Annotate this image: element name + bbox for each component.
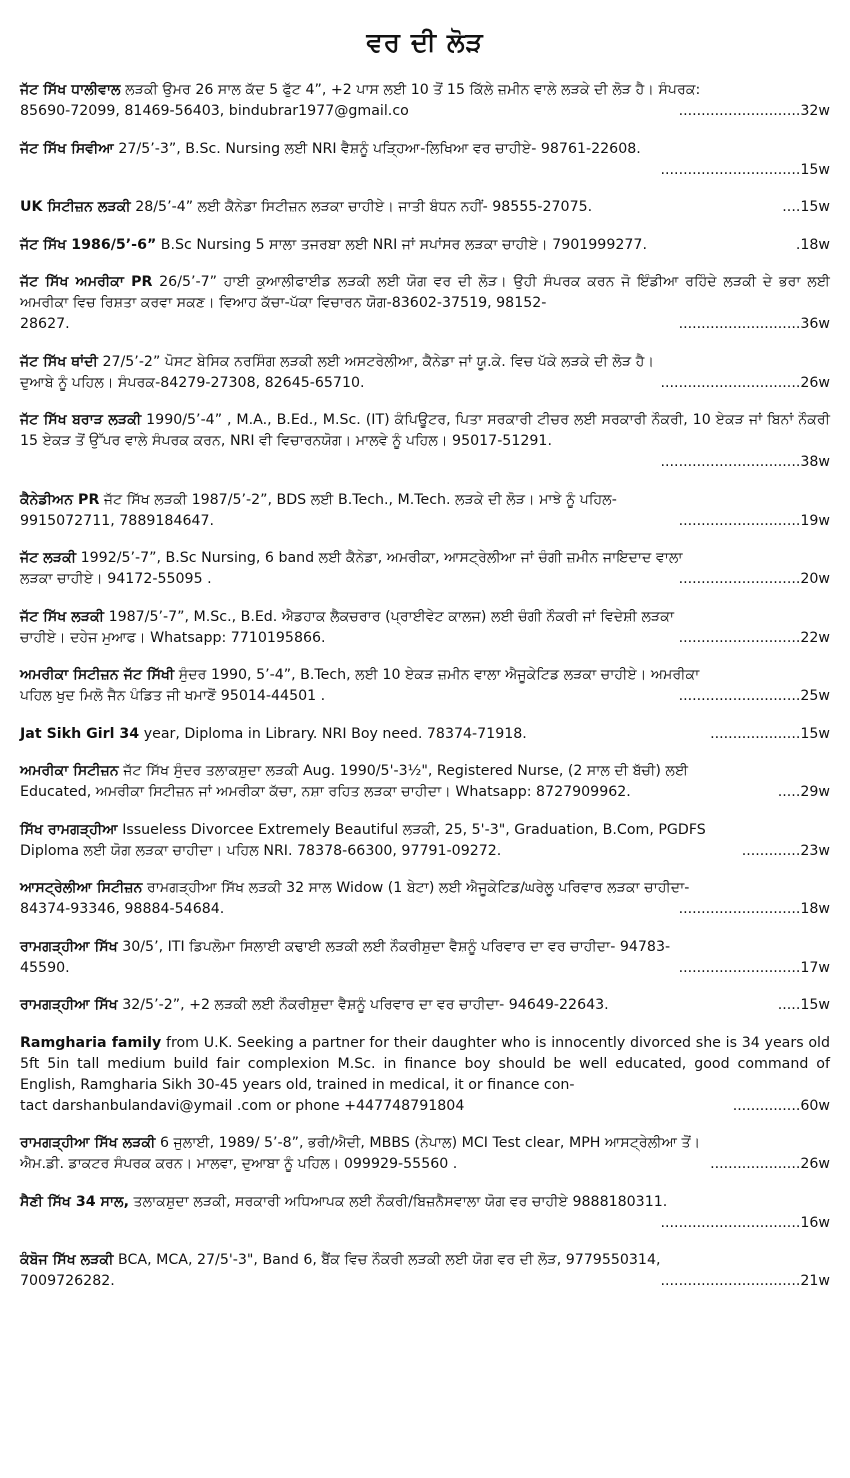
ads-list — [20, 80, 830, 1292]
ad-text — [20, 197, 592, 218]
ad-heading: ਆਸਟ੍ਰੇਲੀਆ ਸਿਟੀਜ਼ਨ — [20, 880, 143, 896]
matrimonial-ad — [20, 1133, 830, 1175]
matrimonial-ad — [20, 490, 830, 532]
ad-paragraph — [20, 1250, 830, 1271]
ad-paragraph — [20, 761, 830, 782]
ad-last-line — [20, 628, 830, 649]
ad-body: 30/5’, ITI ਡਿਪਲੋਮਾ ਸਿਲਾਈ ਕਢਾਈ ਲੜਕੀ ਲਈ ਨੌਕਰੀਸ਼ੁਦਾ ਵੈਸ਼ਨੂੰ ਪਰਿਵਾਰ ਦਾ ਵਰ ਚਾਹੀਦਾ- 94783- — [117, 938, 671, 955]
ad-body: year, Diploma in Library. NRI Boy need. 78374-71918. — [139, 725, 527, 742]
ad-line — [20, 995, 830, 1016]
ad-heading: UK ਸਿਟੀਜ਼ਨ ਲੜਕੀ — [20, 199, 131, 215]
ad-body: 1987/5’-7”, M.Sc., B.Ed. ਐਡਹਾਕ ਲੈਕਚਰਾਰ (ਪ੍ਰਾਈਵੇਟ ਕਾਲਜ) ਲਈ ਚੰਗੀ ਨੌਕਰੀ ਜਾਂ ਵਿਦੇਸ਼ੀ ਲੜਕਾ — [104, 608, 675, 625]
ad-body: 27/5’-2” ਪੋਸਟ ਬੇਸਿਕ ਨਰਸਿੰਗ ਲੜਕੀ ਲਈ ਅਸਟਰੇਲੀਆ, ਕੈਨੇਡਾ ਜਾਂ ਯੂ.ਕੇ. ਵਿਚ ਪੱਕੇ ਲੜਕੇ ਦੀ ਲੋੜ ਹੈ। — [97, 353, 655, 370]
ad-code: .....29w — [777, 784, 830, 800]
ad-paragraph — [20, 272, 830, 314]
ad-paragraph — [20, 548, 830, 569]
ad-last-line — [20, 958, 830, 979]
ad-paragraph — [20, 352, 830, 373]
ad-code: ...........................18w — [678, 901, 830, 917]
ad-last-line — [20, 569, 830, 590]
ad-heading: ਜੱਟ ਲੜਕੀ — [20, 550, 77, 566]
ad-code: ...............................21w — [660, 1273, 830, 1289]
ad-heading: ਸਿੱਖ ਰਾਮਗੜ੍ਹੀਆ — [20, 821, 118, 838]
ad-code: .18w — [795, 236, 830, 253]
ad-contact: 28627. — [20, 316, 70, 332]
ad-heading: Ramgharia family — [20, 1034, 162, 1051]
ad-heading: Jat Sikh Girl 34 — [20, 725, 140, 742]
ad-code: ...........................25w — [678, 688, 830, 704]
ad-heading: ਜੱਟ ਸਿੱਖ 1986/5’-6” — [20, 236, 157, 253]
ad-contact: 85690-72099, 81469-56403, bindubrar1977@gmail.co — [20, 103, 409, 119]
matrimonial-ad — [20, 80, 830, 122]
matrimonial-ad — [20, 878, 830, 920]
ad-body: ਸੁੰਦਰ 1990, 5’-4”, B.Tech, ਲਈ 10 ਏਕੜ ਜ਼ਮੀਨ ਵਾਲਾ ਐਜੂਕੇਟਿਡ ਲੜਕਾ ਚਾਹੀਏ। ਅਮਰੀਕਾ — [174, 667, 700, 683]
ad-paragraph — [20, 410, 830, 452]
ad-body: ਲੜਕੀ ਉਮਰ 26 ਸਾਲ ਕੱਦ 5 ਫੁੱਟ 4”, +2 ਪਾਸ ਲਈ 10 ਤੋਂ 15 ਕਿੱਲੇ ਜ਼ਮੀਨ ਵਾਲੇ ਲੜਕੇ ਦੀ ਲੋੜ ਹੈ। ਸੰਪਰਕ: — [120, 82, 701, 98]
matrimonial-ad — [20, 272, 830, 335]
ad-code: .............23w — [741, 842, 830, 859]
matrimonial-ad — [20, 665, 830, 707]
matrimonial-ad — [20, 197, 830, 218]
ad-heading: ਜੱਟ ਸਿੱਖ ਅਮਰੀਕਾ PR — [20, 274, 153, 290]
ad-heading: ਕੰਬੋਜ ਸਿੱਖ ਲੜਕੀ — [20, 1252, 114, 1268]
ad-body: ਤਲਾਕਸ਼ੁਦਾ ਲੜਕੀ, ਸਰਕਾਰੀ ਅਧਿਆਪਕ ਲਈ ਨੌਕਰੀ/ਬਿਜ਼ਨੈਸਵਾਲਾ ਯੋਗ ਵਰ ਚਾਹੀਏ 9888180311. — [129, 1193, 668, 1210]
ad-line — [20, 724, 830, 745]
ad-body: 27/5’-3”, B.Sc. Nursing ਲਈ NRI ਵੈਸ਼ਨੂੰ ਪੜ੍ਹਿਆ-ਲਿਖਿਆ ਵਰ ਚਾਹੀਏ- 98761-22608. — [113, 140, 641, 157]
ad-paragraph — [20, 1033, 830, 1096]
ad-body: Issueless Divorcee Extremely Beautiful ਲੜਕੀ, 25, 5'-3", Graduation, B.Com, PGDFS — [117, 821, 706, 838]
ad-last-line — [20, 686, 830, 707]
ad-paragraph — [20, 1133, 830, 1154]
ad-code: ...............................15w — [660, 161, 830, 178]
ad-contact: tact darshanbulandavi@ymail .com or phone +447748791804 — [20, 1097, 465, 1114]
ad-body: BCA, MCA, 27/5'-3", Band 6, ਬੈਂਕ ਵਿਚ ਨੌਕਰੀ ਲੜਕੀ ਲਈ ਯੋਗ ਵਰ ਦੀ ਲੋੜ, 9779550314, — [113, 1252, 661, 1268]
ad-heading: ਜੱਟ ਸਿੱਖ ਬਰਾੜ ਲੜਕੀ — [20, 412, 142, 428]
ad-code: ....................15w — [710, 725, 830, 742]
matrimonial-ad — [20, 995, 830, 1016]
ad-line — [20, 197, 830, 218]
ad-code: .....15w — [777, 997, 830, 1013]
ad-contact: ਐਮ.ਡੀ. ਡਾਕਟਰ ਸੰਪਰਕ ਕਰਨ। ਮਾਲਵਾ, ਦੁਆਬਾ ਨੂੰ ਪਹਿਲ। 099929-55560 . — [20, 1156, 458, 1172]
ad-contact: ਪਹਿਲ ਖੁਦ ਮਿਲੋ ਜੈਨ ਪੰਡਿਤ ਜੀ ਖਮਾਣੋਂ 95014-44501 . — [20, 688, 326, 704]
ad-last-line — [20, 511, 830, 532]
ad-text — [20, 995, 609, 1016]
ad-paragraph — [20, 139, 830, 160]
matrimonial-ad — [20, 548, 830, 590]
matrimonial-ad — [20, 607, 830, 649]
ad-body: 6 ਜੁਲਾਈ, 1989/ 5’-8”, ਭਰੀ/ਐਦੀ, MBBS (ਨੇਪਾਲ) MCI Test clear, MPH ਆਸਟ੍ਰੇਲੀਆ ਤੋਂ। — [155, 1135, 701, 1151]
ad-contact: 45590. — [20, 959, 70, 976]
ad-heading: ਜੱਟ ਸਿੱਖ ਲੜਕੀ — [20, 608, 105, 625]
ad-code: ....15w — [782, 199, 830, 215]
ad-code: ...........................19w — [678, 512, 830, 529]
matrimonial-ad — [20, 410, 830, 473]
matrimonial-ad — [20, 761, 830, 803]
ad-heading: ਰਾਮਗੜ੍ਹੀਆ ਸਿੱਖ — [20, 938, 118, 955]
ad-code: ...........................17w — [678, 959, 830, 976]
ad-paragraph — [20, 607, 830, 628]
ad-code: ...............................38w — [660, 454, 830, 470]
ad-line — [20, 235, 830, 256]
ad-contact: 7009726282. — [20, 1273, 115, 1289]
ad-paragraph — [20, 1192, 830, 1213]
ad-body: ਜੱਟ ਸਿੱਖ ਲੜਕੀ 1987/5’-2”, BDS ਲਈ B.Tech., M.Tech. ਲੜਕੇ ਦੀ ਲੋੜ। ਮਾਝੇ ਨੂੰ ਪਹਿਲ- — [99, 491, 617, 508]
ad-heading: ਰਾਮਗੜ੍ਹੀਆ ਸਿੱਖ — [20, 997, 118, 1013]
matrimonial-ad — [20, 1192, 830, 1234]
ad-body: 1990/5’-4” , M.A., B.Ed., M.Sc. (IT) ਕੰਪਿਊਟਰ, ਪਿਤਾ ਸਰਕਾਰੀ ਟੀਚਰ ਲਈ ਸਰਕਾਰੀ ਨੌਕਰੀ, 10 ਏਕੜ ਜਾਂ ਬਿਨਾਂ ਨੌਕਰੀ 15 ਏਕੜ ਤੋਂ ਉੱਪਰ ਵਾਲੇ ਸੰਪਰਕ ਕਰਨ, NRI ਵੀ ਵਿਚਾਰਨਯੋਗ। ਮਾਲਵੇ ਨੂੰ ਪਹਿਲ। 95017-51291. — [20, 412, 830, 449]
ad-last-line — [20, 1271, 830, 1292]
ad-code: ...........................32w — [678, 103, 830, 119]
ad-heading: ਰਾਮਗੜ੍ਹੀਆ ਸਿੱਖ ਲੜਕੀ — [20, 1135, 156, 1151]
ad-heading: ਜੱਟ ਸਿੱਖ ਸਿਵੀਆ — [20, 140, 114, 157]
ad-paragraph — [20, 80, 830, 101]
ad-contact: Educated, ਅਮਰੀਕਾ ਸਿਟੀਜ਼ਨ ਜਾਂ ਅਮਰੀਕਾ ਕੱਚਾ, ਨਸ਼ਾ ਰਹਿਤ ਲੜਕਾ ਚਾਹੀਦਾ। Whatsapp: 8727909962. — [20, 784, 631, 800]
ad-code: ...............................26w — [660, 374, 830, 391]
ad-paragraph — [20, 490, 830, 511]
matrimonial-ad — [20, 820, 830, 862]
matrimonial-ad — [20, 724, 830, 745]
ad-body: ਜੱਟ ਸਿੱਖ ਸੁੰਦਰ ਤਲਾਕਸ਼ੁਦਾ ਲੜਕੀ Aug. 1990/5'-3½", Registered Nurse, (2 ਸਾਲ ਦੀ ਬੱਚੀ) ਲਈ — [118, 763, 689, 779]
ad-code: ...........................22w — [678, 629, 830, 646]
ad-contact: 9915072711, 7889184647. — [20, 512, 215, 529]
matrimonial-ad — [20, 937, 830, 979]
ad-code: ...............................16w — [660, 1214, 830, 1231]
ad-heading: ਅਮਰੀਕਾ ਸਿਟੀਜ਼ਨ — [20, 763, 119, 779]
ad-body: 1992/5’-7”, B.Sc Nursing, 6 band ਲਈ ਕੈਨੇਡਾ, ਅਮਰੀਕਾ, ਆਸਟ੍ਰੇਲੀਆ ਜਾਂ ਚੰਗੀ ਜ਼ਮੀਨ ਜਾਇਦਾਦ ਵਾਲਾ — [76, 550, 683, 566]
ad-contact: 84374-93346, 98884-54684. — [20, 901, 225, 917]
ad-heading: ਜੱਟ ਸਿੱਖ ਥਾਂਦੀ — [20, 353, 98, 370]
ad-code: ...............60w — [732, 1097, 830, 1114]
ad-heading: ਸੈਣੀ ਸਿੱਖ 34 ਸਾਲ, — [20, 1193, 130, 1210]
ad-body: 28/5’-4” ਲਈ ਕੈਨੇਡਾ ਸਿਟੀਜ਼ਨ ਲੜਕਾ ਚਾਹੀਏ। ਜਾਤੀ ਬੰਧਨ ਨਹੀਂ- 98555-27075. — [130, 199, 593, 215]
matrimonial-ad — [20, 1250, 830, 1292]
ad-last-line — [20, 101, 830, 122]
page-title: ਵਰ ਦੀ ਲੋੜ — [366, 28, 484, 58]
ad-body: from U.K. Seeking a partner for their daughter who is innocently divorced she is 34 years old 5ft 5in tall medium build fair complexion M.Sc. in finance boy should be well educated, good command of English, Ramgharia Sikh 30-45 years old, trained in medical, it or finance con- — [20, 1034, 830, 1093]
ad-text — [20, 235, 647, 256]
ad-last-line — [20, 1096, 830, 1117]
ad-contact: ਚਾਹੀਏ। ਦਹੇਜ ਮੁਆਫ। Whatsapp: 7710195866. — [20, 629, 326, 646]
ad-paragraph — [20, 665, 830, 686]
matrimonial-ad — [20, 1033, 830, 1117]
ad-body: 26/5’-7” ਹਾਈ ਕੁਆਲੀਫਾਈਡ ਲੜਕੀ ਲਈ ਯੋਗ ਵਰ ਦੀ ਲੋੜ। ਉਹੀ ਸੰਪਰਕ ਕਰਨ ਜੋ ਇੰਡੀਆ ਰਹਿੰਦੇ ਲੜਕੀ ਦੇ ਭਰਾ ਲਈ ਅਮਰੀਕਾ ਵਿਚ ਰਿਸ਼ਤਾ ਕਰਵਾ ਸਕਣ। ਵਿਆਹ ਕੱਚਾ-ਪੱਕਾ ਵਿਚਾਰਨ ਯੋਗ-83602-37519, 98152- — [20, 274, 830, 311]
ad-contact: ਦੁਆਬੇ ਨੂੰ ਪਹਿਲ। ਸੰਪਰਕ-84279-27308, 82645-65710. — [20, 374, 365, 391]
ad-heading: ਅਮਰੀਕਾ ਸਿਟੀਜ਼ਨ ਜੱਟ ਸਿੱਖੀ — [20, 667, 175, 683]
ad-contact: ਲੜਕਾ ਚਾਹੀਏ। 94172-55095 . — [20, 571, 212, 587]
ad-last-line — [20, 314, 830, 335]
ad-body: ਰਾਮਗੜ੍ਹੀਆ ਸਿੱਖ ਲੜਕੀ 32 ਸਾਲ Widow (1 ਬੇਟਾ) ਲਈ ਐਜੂਕੇਟਿਡ/ਘਰੇਲੂ ਪਰਿਵਾਰ ਲੜਕਾ ਚਾਹੀਦਾ- — [142, 880, 690, 896]
ad-body: B.Sc Nursing 5 ਸਾਲਾ ਤਜਰਬਾ ਲਈ NRI ਜਾਂ ਸਪਾਂਸਰ ਲੜਕਾ ਚਾਹੀਏ। 7901999277. — [156, 236, 647, 253]
ad-paragraph — [20, 820, 830, 841]
ad-code: ....................26w — [710, 1156, 830, 1172]
ad-body: 32/5’-2”, +2 ਲੜਕੀ ਲਈ ਨੌਕਰੀਸ਼ੁਦਾ ਵੈਸ਼ਨੂੰ ਪਰਿਵਾਰ ਦਾ ਵਰ ਚਾਹੀਦਾ- 94649-22643. — [117, 997, 609, 1013]
matrimonial-ad — [20, 235, 830, 256]
ad-code: ...........................36w — [678, 316, 830, 332]
ad-last-line — [20, 1154, 830, 1175]
ad-contact: Diploma ਲਈ ਯੋਗ ਲੜਕਾ ਚਾਹੀਦਾ। ਪਹਿਲ NRI. 78378-66300, 97791-09272. — [20, 842, 502, 859]
ad-last-line — [20, 841, 830, 862]
ad-last-line — [20, 899, 830, 920]
ad-last-line — [20, 373, 830, 394]
ad-paragraph — [20, 878, 830, 899]
ad-paragraph — [20, 937, 830, 958]
ad-code: ...........................20w — [678, 571, 830, 587]
matrimonial-ad — [20, 139, 830, 181]
ad-text — [20, 724, 527, 745]
matrimonial-ad — [20, 352, 830, 394]
ad-last-line — [20, 782, 830, 803]
ad-heading: ਕੈਨੇਡੀਅਨ PR — [20, 491, 100, 508]
ad-heading: ਜੱਟ ਸਿੱਖ ਧਾਲੀਵਾਲ — [20, 82, 121, 98]
